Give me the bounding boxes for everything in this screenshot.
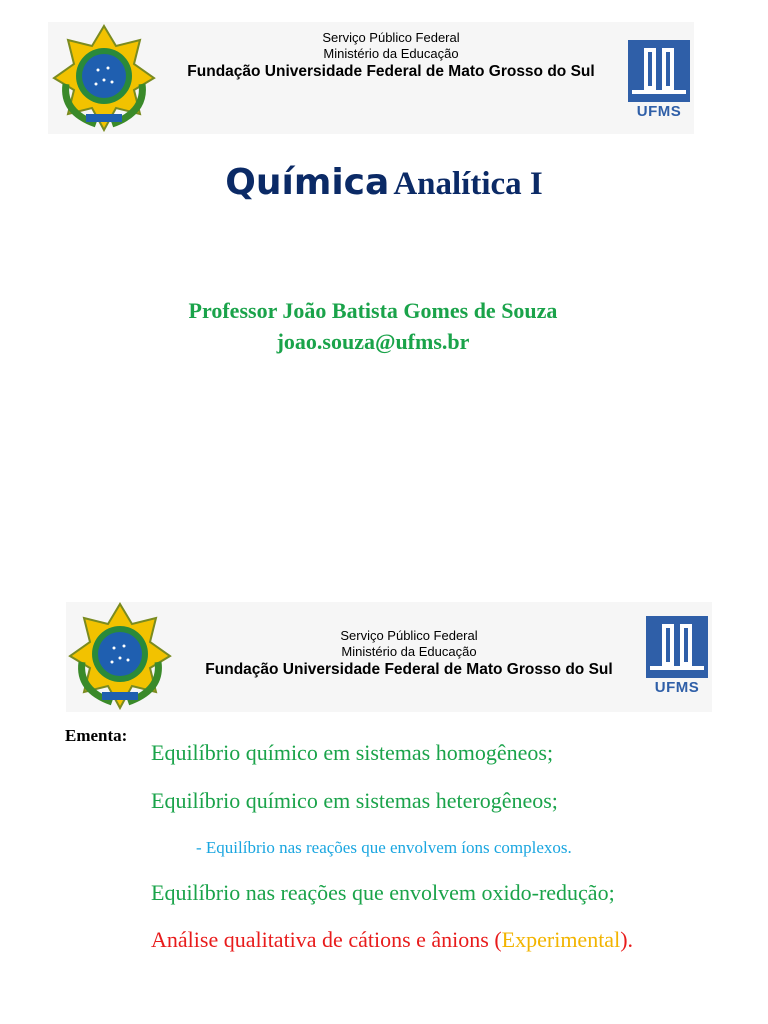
brazil-coat-of-arms-icon bbox=[52, 24, 156, 132]
course-title-part1: Química bbox=[225, 162, 390, 203]
ementa-item-qualitative-close: ). bbox=[620, 927, 634, 952]
header-line-university: Fundação Universidade Federal de Mato Grosso do Sul bbox=[205, 661, 613, 678]
ufms-logo-text: UFMS bbox=[654, 679, 700, 696]
professor-block bbox=[0, 295, 746, 357]
header-line-ministry: Ministério da Educação bbox=[341, 644, 477, 659]
ufms-logo bbox=[628, 40, 690, 120]
ementa-item-heterogeneous: Equilíbrio químico em sistemas heterogêneos; bbox=[151, 788, 558, 813]
ufms-logo bbox=[646, 616, 708, 696]
ementa-item-qualitative-text: Análise qualitativa de cátions e ânions ( bbox=[151, 927, 502, 952]
ementa-item-qualitative bbox=[151, 927, 633, 953]
brazil-coat-of-arms-icon bbox=[68, 602, 172, 710]
experimental-tag: Experimental bbox=[501, 927, 621, 952]
header-line-service: Serviço Público Federal bbox=[340, 628, 478, 643]
ementa-item-redox: Equilíbrio nas reações que envolvem oxido-redução; bbox=[151, 880, 615, 905]
professor-name: Professor João Batista Gomes de Souza bbox=[188, 298, 558, 323]
ufms-logo-text: UFMS bbox=[636, 103, 682, 120]
header-line-service: Serviço Público Federal bbox=[322, 30, 460, 45]
ufms-building-icon bbox=[628, 40, 690, 102]
course-title-part2: Analítica I bbox=[393, 166, 543, 202]
ementa-item-homogeneous: Equilíbrio químico em sistemas homogêneos; bbox=[151, 740, 554, 765]
course-title bbox=[0, 162, 768, 203]
ufms-building-icon bbox=[646, 616, 708, 678]
header-line-university: Fundação Universidade Federal de Mato Grosso do Sul bbox=[187, 63, 595, 80]
header-banner-second bbox=[66, 602, 712, 712]
ementa-subitem-complex-ions: - Equilíbrio nas reações que envolvem íons complexos. bbox=[196, 838, 572, 857]
header-banner bbox=[48, 22, 694, 134]
ementa-label: Ementa: bbox=[65, 726, 128, 745]
professor-email[interactable]: joao.souza@ufms.br bbox=[276, 329, 470, 354]
header-line-ministry: Ministério da Educação bbox=[323, 46, 459, 61]
